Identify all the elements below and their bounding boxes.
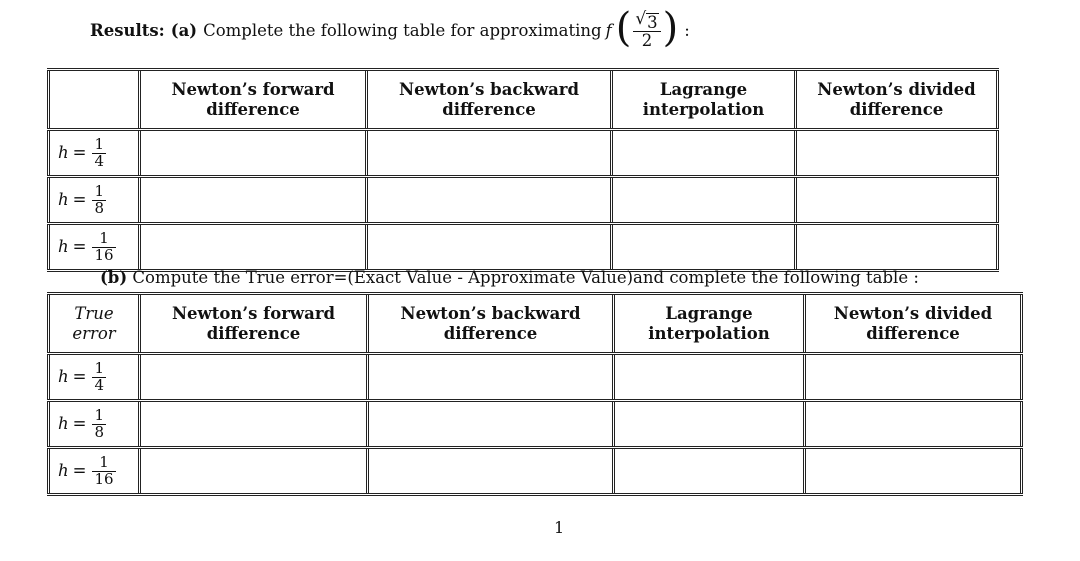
lagrange-value-cell bbox=[610, 178, 794, 222]
header-newton-forward: Newton’s forward difference bbox=[138, 295, 366, 352]
divided-value-cell bbox=[803, 402, 1023, 446]
backward-value-cell bbox=[366, 402, 612, 446]
table-a bbox=[47, 68, 999, 272]
equals-sign: = bbox=[72, 237, 87, 257]
lagrange-value-cell bbox=[610, 225, 794, 269]
table-a-corner-cell bbox=[47, 71, 138, 128]
true-error-corner-cell bbox=[47, 295, 138, 352]
table-row bbox=[47, 446, 1023, 493]
step-size-fraction: $\frac{1}{8}$ bbox=[94, 405, 105, 441]
equals-sign: = bbox=[72, 190, 87, 210]
h-variable: h bbox=[58, 143, 69, 163]
backward-value-cell bbox=[366, 355, 612, 399]
step-size-label bbox=[47, 449, 138, 493]
forward-value-cell bbox=[138, 178, 365, 222]
header-newton-divided: Newton’s divided difference bbox=[794, 71, 999, 128]
table-b bbox=[47, 292, 1023, 496]
step-size-fraction: $\frac{1}{16}$ bbox=[94, 228, 114, 264]
divided-value-cell bbox=[803, 355, 1023, 399]
forward-value-cell bbox=[138, 449, 366, 493]
results-label: Results: bbox=[90, 20, 165, 40]
table-row bbox=[47, 175, 999, 222]
divided-value-cell bbox=[803, 449, 1023, 493]
step-size-fraction: $\frac{1}{4}$ bbox=[94, 358, 105, 394]
sqrt3-over-2-fraction: √ 3 2 bbox=[633, 11, 660, 50]
part-b-instruction-line bbox=[100, 268, 919, 287]
h-variable: h bbox=[58, 414, 69, 434]
table-row bbox=[47, 399, 1023, 446]
header-newton-divided: Newton’s divided difference bbox=[803, 295, 1023, 352]
backward-value-cell bbox=[365, 131, 610, 175]
clipped-previous-line bbox=[200, 0, 620, 4]
h-variable: h bbox=[58, 367, 69, 387]
lagrange-value-cell bbox=[612, 355, 803, 399]
header-lagrange: Lagrange interpolation bbox=[612, 295, 803, 352]
backward-value-cell bbox=[365, 225, 610, 269]
forward-value-cell bbox=[138, 225, 365, 269]
right-paren: ) bbox=[662, 5, 679, 51]
function-symbol: f bbox=[605, 20, 612, 40]
backward-value-cell bbox=[366, 449, 612, 493]
forward-value-cell bbox=[138, 131, 365, 175]
header-newton-forward: Newton’s forward difference bbox=[138, 71, 365, 128]
step-size-label bbox=[47, 402, 138, 446]
table-row bbox=[47, 128, 999, 175]
page-number: 1 bbox=[554, 518, 565, 537]
equals-sign: = bbox=[72, 461, 87, 481]
true-error-line1: True bbox=[74, 303, 114, 323]
step-size-fraction: $\frac{1}{8}$ bbox=[94, 181, 105, 217]
part-a-label: (a) bbox=[170, 20, 198, 40]
step-size-label bbox=[47, 178, 138, 222]
step-size-label bbox=[47, 131, 138, 175]
header-newton-backward: Newton’s backward difference bbox=[366, 295, 612, 352]
header-lagrange: Lagrange interpolation bbox=[610, 71, 794, 128]
true-error-line2: error bbox=[72, 323, 116, 343]
forward-value-cell bbox=[138, 402, 366, 446]
step-size-fraction: $\frac{1}{16}$ bbox=[94, 452, 114, 488]
equals-sign: = bbox=[72, 143, 87, 163]
table-row bbox=[47, 352, 1023, 399]
divided-value-cell bbox=[794, 131, 999, 175]
step-size-label bbox=[47, 355, 138, 399]
equals-sign: = bbox=[72, 367, 87, 387]
left-paren: ( bbox=[615, 5, 632, 51]
h-variable: h bbox=[58, 237, 69, 257]
sqrt-icon: √ bbox=[635, 8, 647, 29]
h-variable: h bbox=[58, 190, 69, 210]
colon: : bbox=[684, 20, 690, 40]
header-newton-backward: Newton’s backward difference bbox=[365, 71, 610, 128]
backward-value-cell bbox=[365, 178, 610, 222]
lagrange-value-cell bbox=[612, 402, 803, 446]
step-size-fraction: $\frac{1}{4}$ bbox=[94, 134, 105, 170]
divided-value-cell bbox=[794, 178, 999, 222]
part-a-instruction: Complete the following table for approximating bbox=[203, 20, 602, 40]
table-a-header-row bbox=[47, 71, 999, 128]
equals-sign: = bbox=[72, 414, 87, 434]
part-b-label: (b) bbox=[100, 268, 128, 287]
step-size-label bbox=[47, 225, 138, 269]
lagrange-value-cell bbox=[612, 449, 803, 493]
part-b-instruction: Compute the True error=(Exact Value - Approximate Value)and complete the following table : bbox=[132, 268, 919, 287]
lagrange-value-cell bbox=[610, 131, 794, 175]
divided-value-cell bbox=[794, 225, 999, 269]
table-b-header-row bbox=[47, 295, 1023, 352]
h-variable: h bbox=[58, 461, 69, 481]
forward-value-cell bbox=[138, 355, 366, 399]
results-heading bbox=[90, 5, 690, 51]
table-row bbox=[47, 222, 999, 269]
